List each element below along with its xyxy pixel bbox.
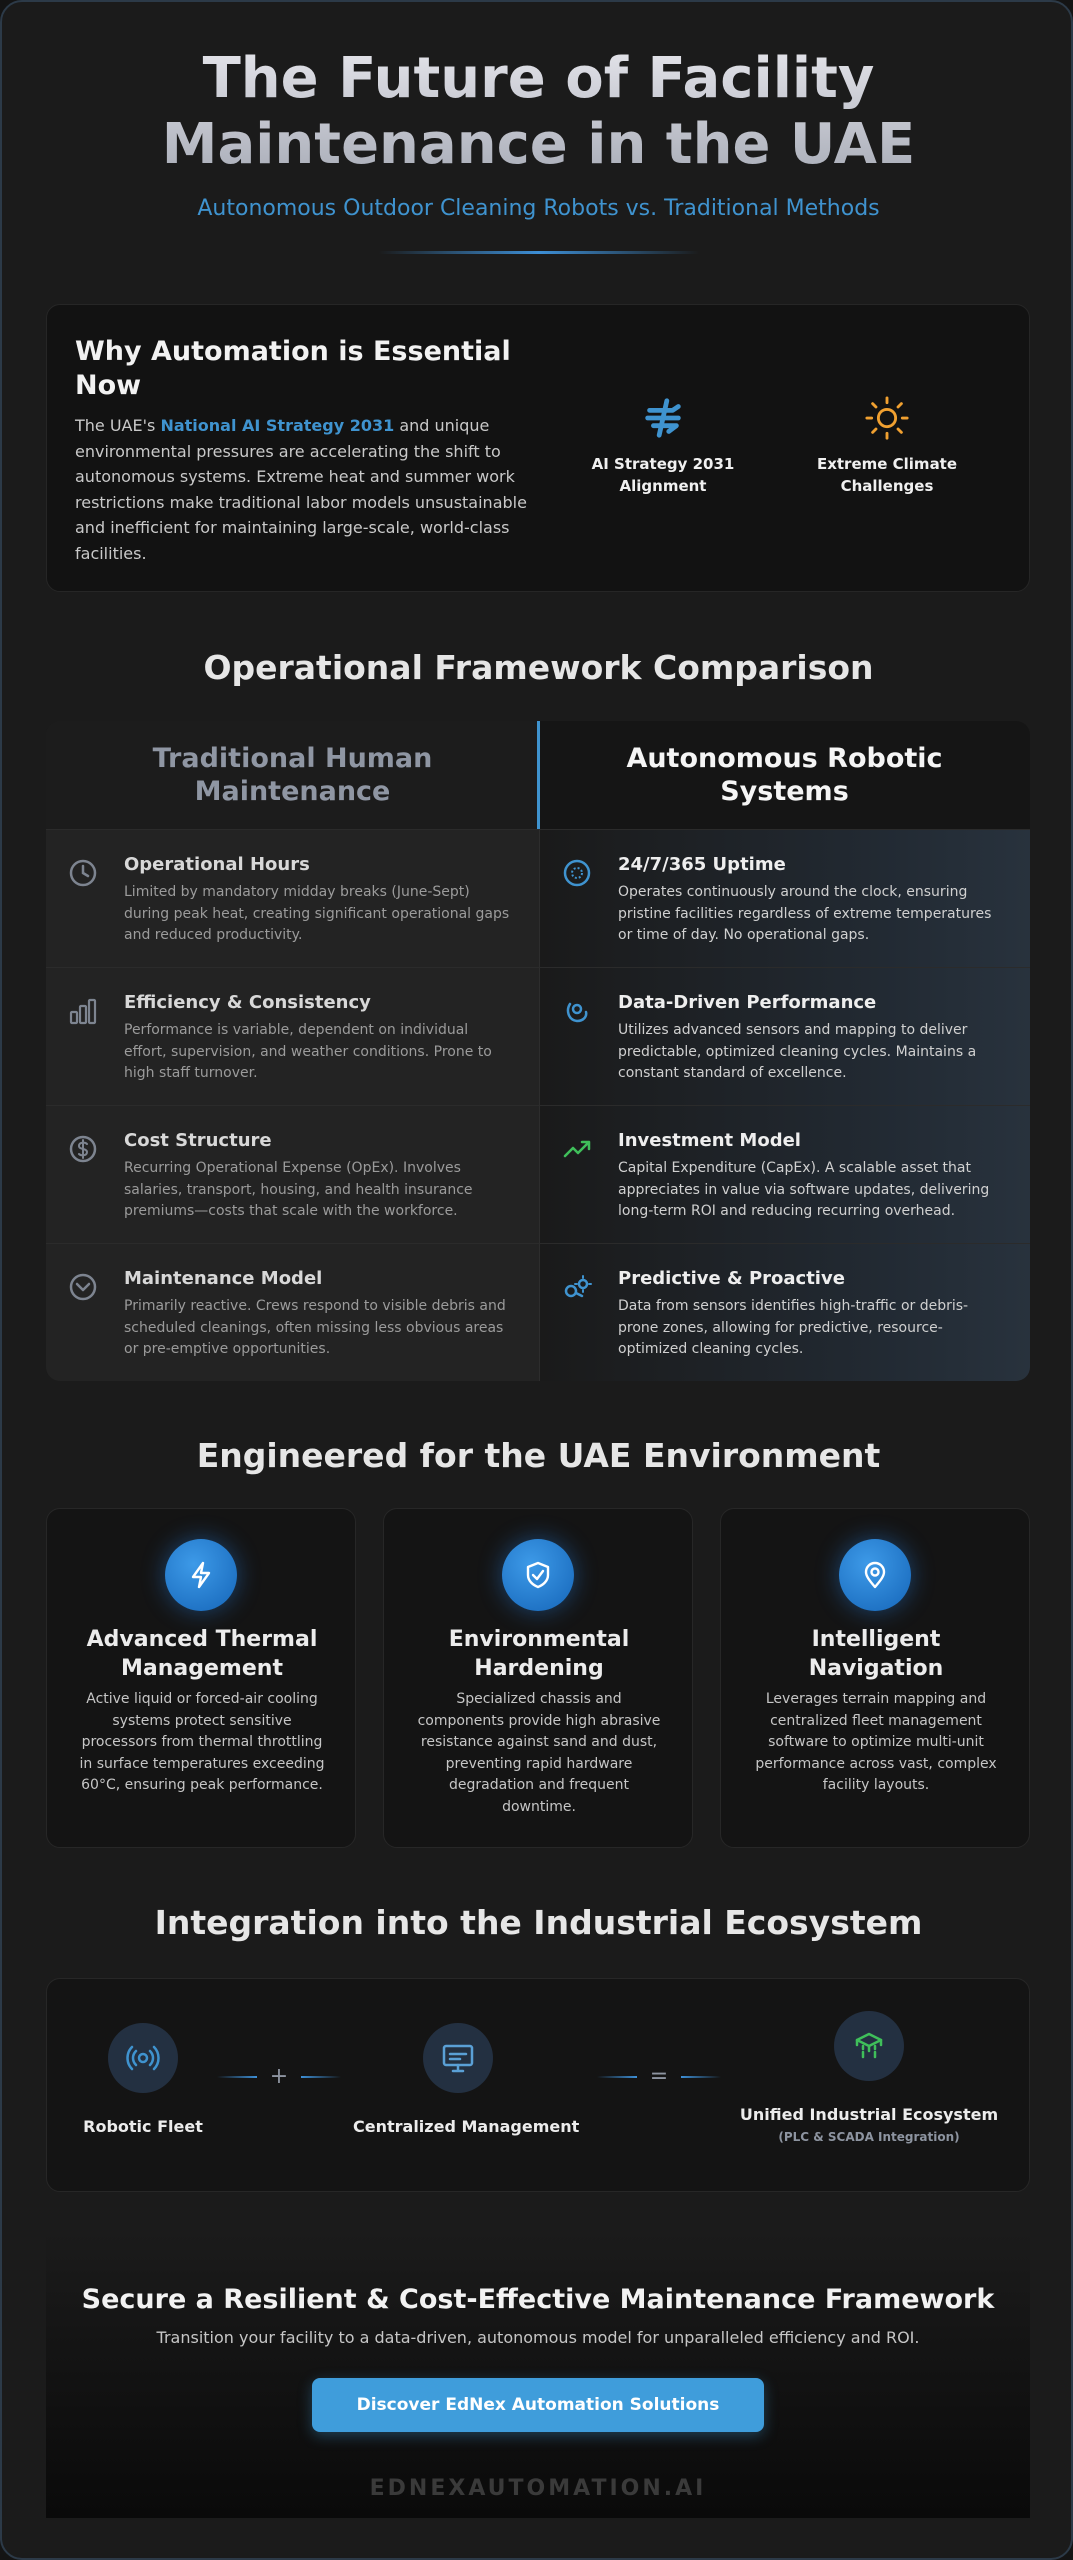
- cta-subtitle: Transition your facility to a data-driven, autonomous model for unparalleled efficiency and ROI.: [156, 2328, 920, 2347]
- check-badge-icon: [68, 1272, 98, 1302]
- broadcast-icon: [125, 2040, 161, 2076]
- bar-chart-icon: [68, 996, 98, 1026]
- why-text: The UAE's National AI Strategy 2031 and unique environmental pressures are accelerating the shift to autonomous systems. Extreme heat and summer work restrictions make traditional labor models unsustainable and inefficient for maintaining large-scale, world-class facilities.: [75, 416, 527, 563]
- comparison-row-right: Predictive & Proactive Data from sensors identifies high-traffic or debris-prone zones, allowing for predictive, resource-optimized cleaning cycles.: [539, 1243, 1030, 1381]
- page-title: The Future of Facility Maintenance in the UAE: [2, 46, 1073, 178]
- comparison-table: [46, 721, 1030, 1381]
- node-robotic-fleet: Robotic Fleet: [53, 2023, 233, 2136]
- gears-icon: [562, 1272, 592, 1302]
- sun-icon: [864, 395, 910, 441]
- feature-card-hardening: Environmental Hardening Specialized chassis and components provide high abrasive resistance against sand and dust, preventing rapid hardware degradation and frequent downtime.: [383, 1508, 693, 1848]
- traditional-header: Traditional Human Maintenance: [46, 721, 539, 829]
- comparison-row-left: Operational Hours Limited by mandatory midday breaks (June-Sept) during peak heat, creating significant operational gaps and reduced productivity.: [46, 829, 539, 967]
- cta-title: Secure a Resilient & Cost-Effective Maintenance Framework: [81, 2284, 995, 2315]
- feature-ai-strategy: AI Strategy 2031 Alignment: [563, 395, 763, 497]
- ecosystem-panel: [46, 1978, 1030, 2192]
- robotic-header: Autonomous Robotic Systems: [539, 721, 1030, 829]
- feature-card-navigation: Intelligent Navigation Leverages terrain mapping and centralized fleet management software to optimize multi-unit performance across vast, complex facility layouts.: [720, 1508, 1030, 1848]
- monitor-icon: [440, 2040, 476, 2076]
- header-divider: [379, 251, 699, 254]
- comparison-row-left: Maintenance Model Primarily reactive. Crews respond to visible debris and scheduled cleanings, often missing less obvious areas or pre-emptive opportunities.: [46, 1243, 539, 1381]
- why-automation-card: [46, 304, 1030, 592]
- discover-solutions-button[interactable]: Discover EdNex Automation Solutions: [312, 2378, 764, 2432]
- feature-climate: Extreme Climate Challenges: [787, 395, 987, 497]
- comparison-row-right: 24/7/365 Uptime Operates continuously around the clock, ensuring pristine facilities regardless of extreme temperatures or time of day. No operational gaps.: [539, 829, 1030, 967]
- sensor-icon: [562, 996, 592, 1026]
- strategy-icon: [640, 395, 686, 441]
- comparison-row-left: Cost Structure Recurring Operational Expense (OpEx). Involves salaries, transport, housing, and health insurance premiums—costs that scale with the workforce.: [46, 1105, 539, 1243]
- clock-icon: [68, 858, 98, 888]
- equals-operator: =: [597, 2063, 721, 2091]
- dial-icon: [562, 858, 592, 888]
- feature-card-thermal: Advanced Thermal Management Active liquid or forced-air cooling systems protect sensitive processors from thermal throttling in surface temperatures exceeding 60°C, ensuring peak performance.: [46, 1508, 356, 1848]
- page-subtitle: Autonomous Outdoor Cleaning Robots vs. Traditional Methods: [197, 196, 880, 221]
- node-unified-ecosystem: Unified Industrial Ecosystem (PLC & SCADA Integration): [729, 2011, 1009, 2144]
- why-title: Why Automation is Essential Now: [75, 336, 511, 401]
- comparison-row-right: Investment Model Capital Expenditure (CapEx). A scalable asset that appreciates in value via software updates, delivering long-term ROI and reducing recurring overhead.: [539, 1105, 1030, 1243]
- bolt-icon: [185, 1559, 217, 1591]
- comparison-row-left: Efficiency & Consistency Performance is variable, dependent on individual effort, supervision, and weather conditions. Prone to high staff turnover.: [46, 967, 539, 1105]
- ecosystem-heading: Integration into the Industrial Ecosystem: [154, 1903, 923, 1942]
- network-icon: [851, 2028, 887, 2064]
- header: [2, 46, 1073, 254]
- strategy-link: National AI Strategy 2031: [160, 416, 395, 435]
- plus-operator: +: [217, 2063, 341, 2091]
- comparison-heading: Operational Framework Comparison: [203, 648, 874, 687]
- node-centralized-management: Centralized Management: [353, 2023, 563, 2136]
- footer-domain: EDNEXAUTOMATION.AI: [369, 2476, 707, 2501]
- shield-check-icon: [522, 1559, 554, 1591]
- dollar-icon: [68, 1134, 98, 1164]
- trend-up-icon: [562, 1134, 592, 1164]
- cta-section: [46, 2232, 1030, 2518]
- location-pin-icon: [859, 1559, 891, 1591]
- engineered-heading: Engineered for the UAE Environment: [196, 1436, 881, 1475]
- comparison-row-right: Data-Driven Performance Utilizes advanced sensors and mapping to deliver predictable, optimized cleaning cycles. Maintains a constant standard of excellence.: [539, 967, 1030, 1105]
- header-divider-accent: [537, 721, 540, 829]
